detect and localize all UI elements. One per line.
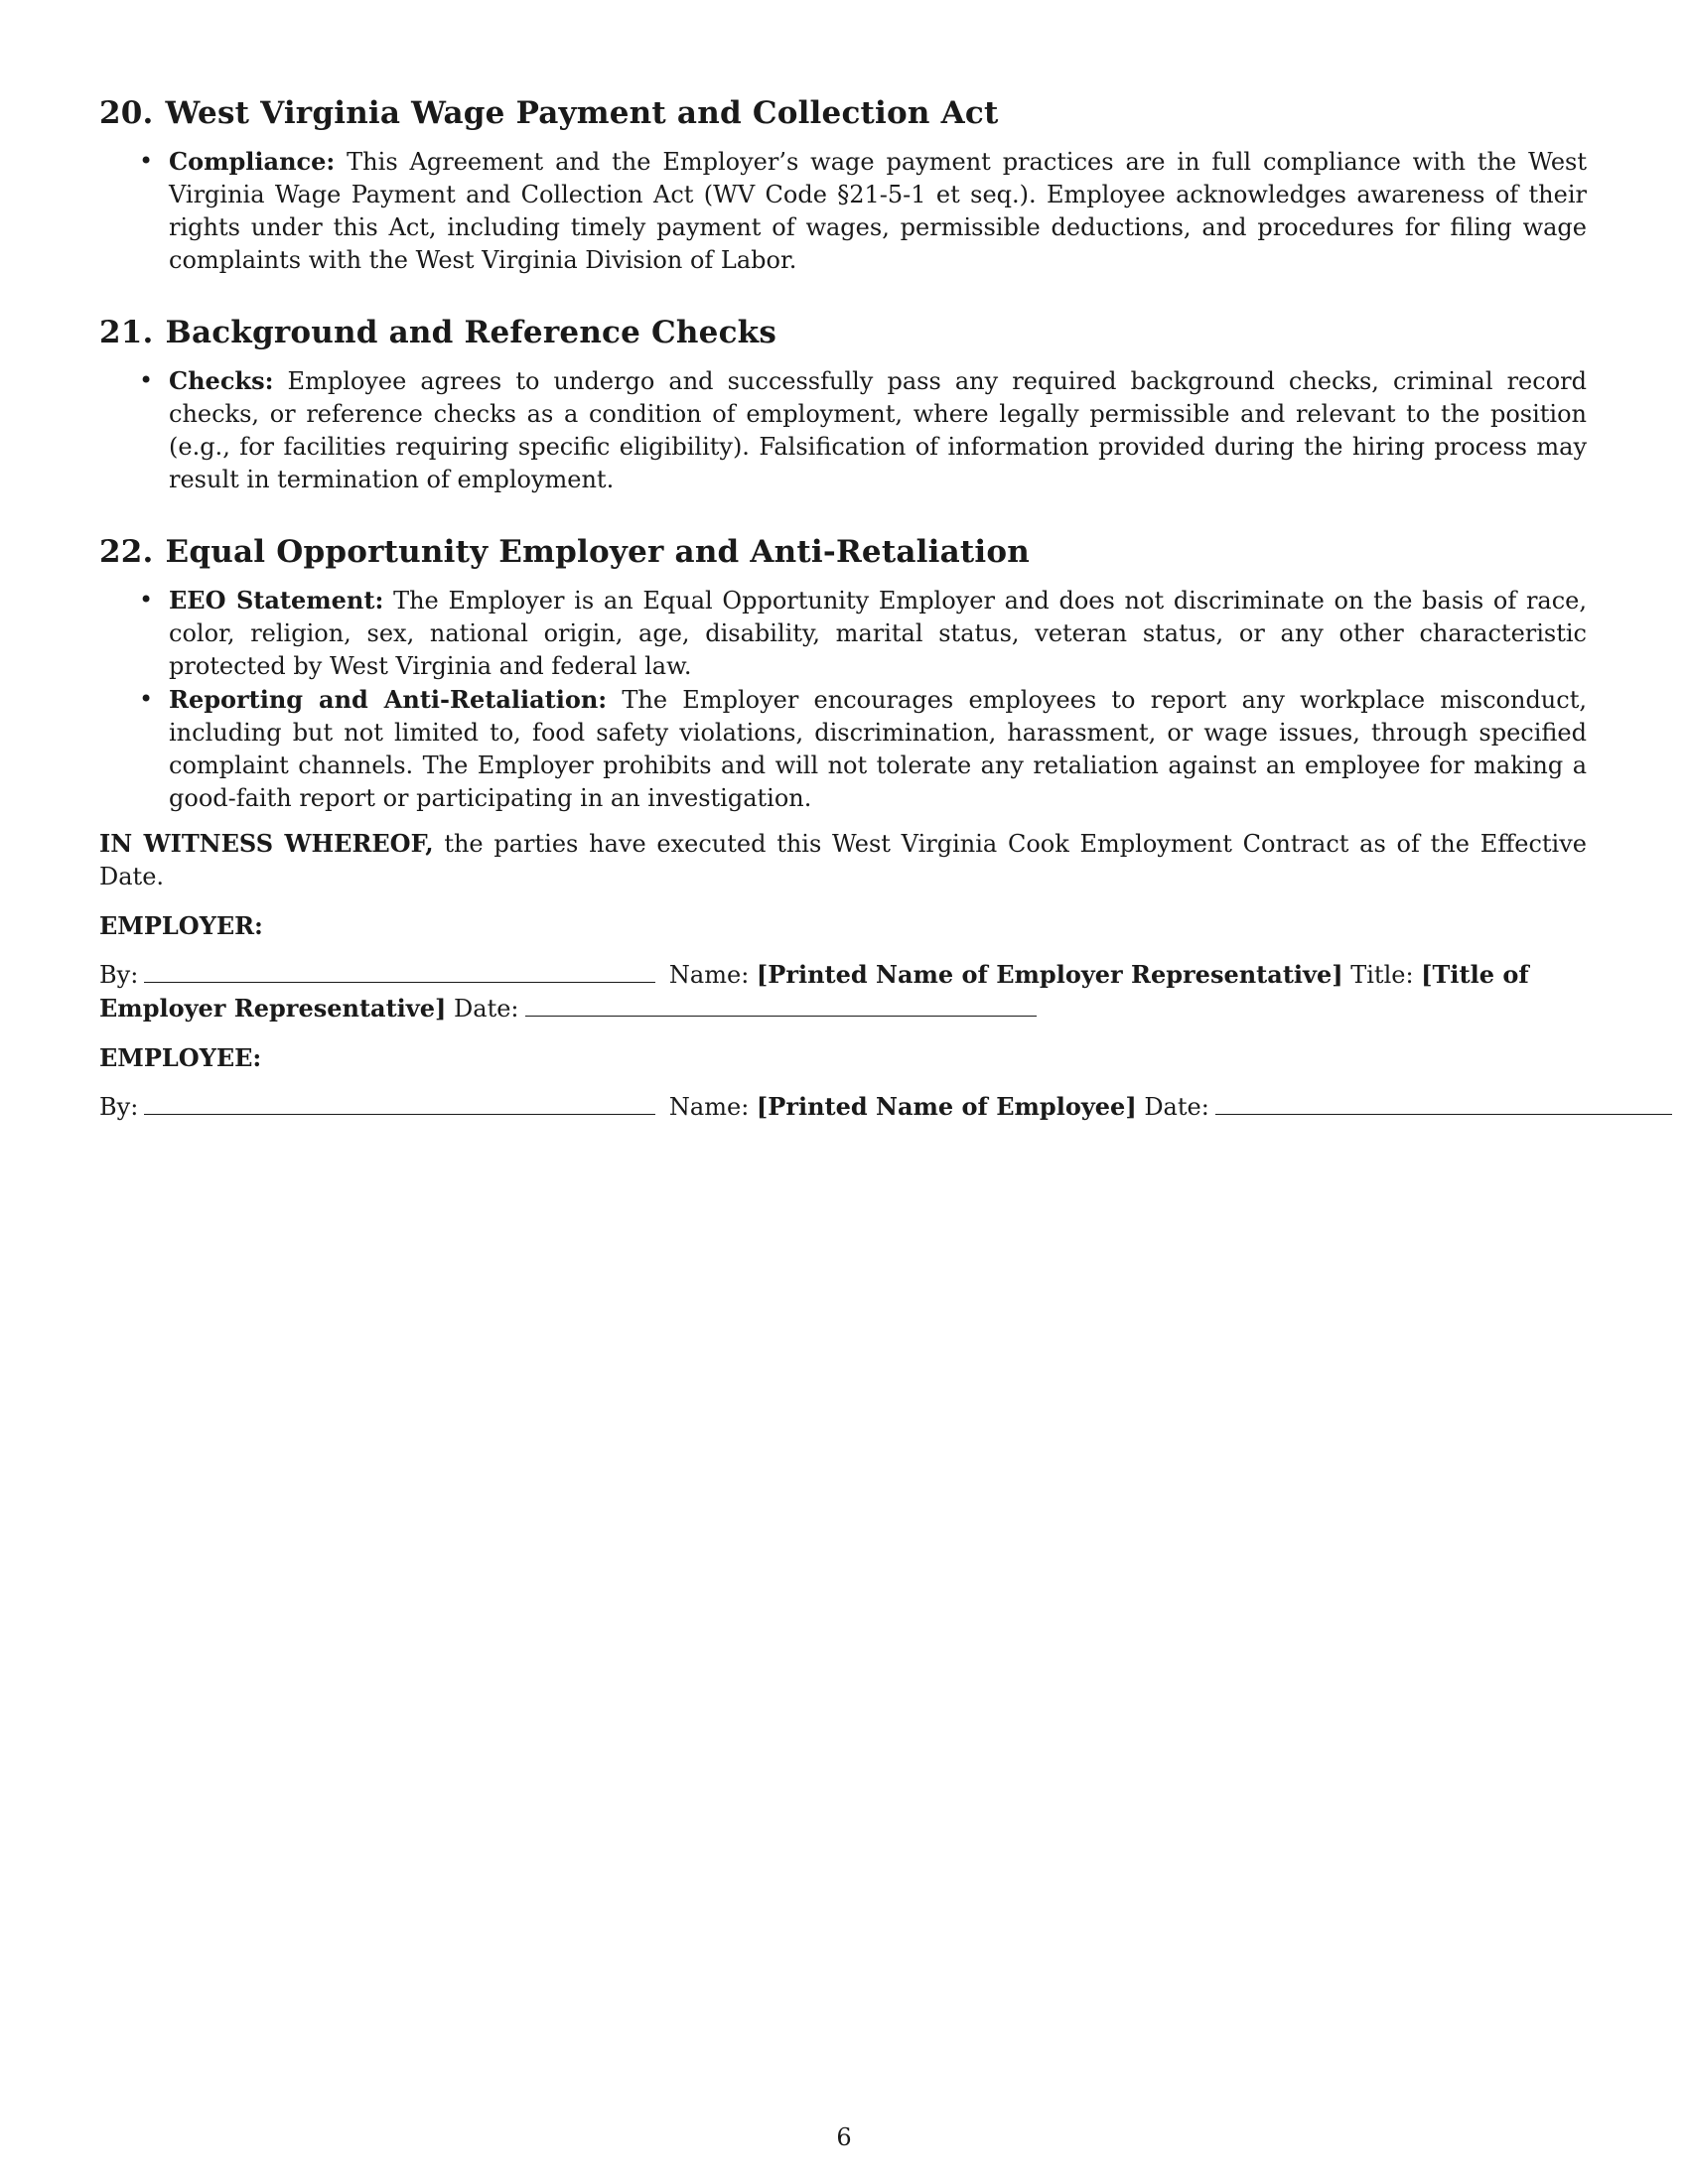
section-items — [99, 584, 1587, 815]
list-item — [139, 364, 1587, 496]
employer-title-placeholder: Title of Employer Representative — [99, 960, 1529, 1023]
list-item — [139, 584, 1587, 683]
section-heading — [99, 91, 1587, 135]
employee-heading: EMPLOYEE: — [99, 1043, 262, 1072]
item-text: The Employer encourages employees to report any workplace misconduct, including but not limited to, food safety violations, discrimination, harassment, or wage issues, through specified complaint channels. The Employer prohibits and will not tolerate any retaliation against an employee for making a good-faith report or participating in an investigation. — [169, 686, 1587, 812]
employee-name-placeholder: Printed Name of Employee — [768, 1092, 1126, 1121]
employee-by-label: By: — [99, 1093, 139, 1121]
section-22 — [99, 530, 1587, 815]
employer-date-label: Date: — [454, 995, 519, 1023]
item-text: This Agreement and the Employer’s wage payment practices are in full compliance with the West Virginia Wage Payment and Collection Act (WV Code §21-5-1 et seq.). Employee acknowledges awareness of their rights under this Act, including timely payment of wages, permissible deductions, and procedures for filing wage complaints with the West Virginia Division of Labor. — [169, 148, 1587, 274]
list-item — [139, 145, 1587, 277]
section-20 — [99, 91, 1587, 277]
section-number: 22. — [99, 534, 154, 570]
page-content — [99, 91, 1587, 1124]
section-title: Background and Reference Checks — [165, 315, 776, 350]
employee-date-field[interactable] — [1215, 1092, 1672, 1115]
section-items — [99, 145, 1587, 277]
page-number: 6 — [836, 2123, 852, 2151]
section-title: Equal Opportunity Employer and Anti-Retaliation — [165, 534, 1031, 570]
employer-signature-field[interactable] — [144, 960, 655, 983]
list-item — [139, 683, 1587, 815]
employer-name-placeholder: Printed Name of Employer Representative — [768, 960, 1333, 989]
employer-by-label: By: — [99, 961, 139, 989]
section-number: 20. — [99, 95, 154, 131]
employee-signature-field[interactable] — [144, 1092, 655, 1115]
section-heading — [99, 530, 1587, 574]
item-label: Reporting and Anti-Retaliation: — [169, 685, 608, 714]
employee-name-label: Name: — [668, 1093, 750, 1121]
bullet-icon: • — [139, 366, 154, 394]
item-label: Checks: — [169, 366, 274, 395]
employer-date-field[interactable] — [525, 994, 1037, 1017]
section-title: West Virginia Wage Payment and Collection Act — [165, 95, 999, 131]
employer-signature-block: By: Name: [Printed Name of Employer Representative] Title: [Title of Employer Representative] Date: — [99, 960, 1529, 1023]
item-text: Employee agrees to undergo and successfully pass any required background checks, criminal record checks, or reference checks as a condition of employment, where legally permissible and relevant to the position (e.g., for facilities requiring specific eligibility). Falsification of information provided during the hiring process may result in termination of employment. — [169, 367, 1587, 493]
item-text: The Employer is an Equal Opportunity Employer and does not discriminate on the basis of race, color, religion, sex, national origin, age, disability, marital status, veteran status, or any other characteristic protected by West Virginia and federal law. — [169, 587, 1587, 680]
bullet-icon: • — [139, 586, 154, 614]
section-number: 21. — [99, 315, 154, 350]
bullet-icon: • — [139, 147, 154, 175]
witness-clause — [99, 827, 1587, 893]
section-items — [99, 364, 1587, 496]
item-label: EEO Statement: — [169, 586, 384, 614]
employer-name-label: Name: — [668, 961, 750, 989]
item-label: Compliance: — [169, 147, 336, 176]
witness-lead: IN WITNESS WHEREOF, — [99, 829, 434, 858]
witness-text: the parties have executed this West Virginia Cook Employment Contract as of the Effective Date. — [99, 830, 1587, 890]
employee-signature-block: By: Name: [Printed Name of Employee] Date: — [99, 1090, 1587, 1124]
employee-date-label: Date: — [1144, 1093, 1209, 1121]
section-21 — [99, 311, 1587, 496]
section-heading — [99, 311, 1587, 354]
employer-heading: EMPLOYER: — [99, 911, 263, 940]
bullet-icon: • — [139, 685, 154, 713]
employer-title-label: Title: — [1350, 961, 1414, 989]
